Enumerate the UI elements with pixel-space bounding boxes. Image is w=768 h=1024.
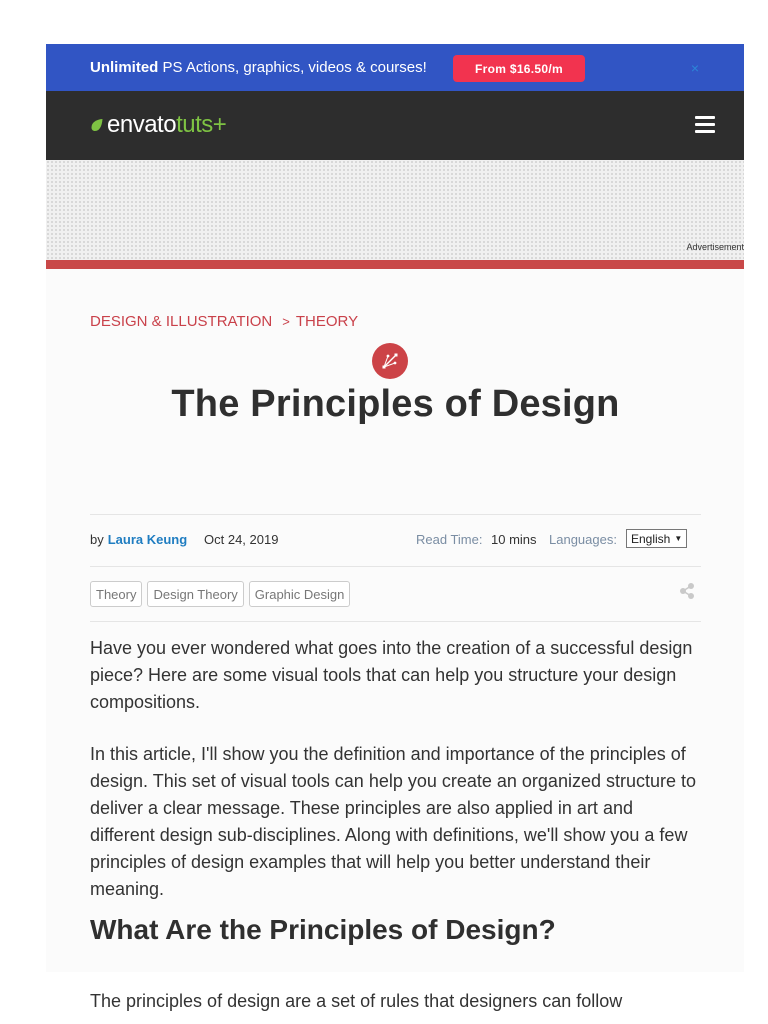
breadcrumb (90, 313, 358, 330)
category-color-bar (46, 260, 744, 269)
article-title: The Principles of Design (171, 383, 620, 425)
advertisement-area[interactable] (46, 160, 744, 260)
section-heading: What Are the Principles of Design? (90, 914, 556, 945)
promo-text: Unlimited PS Actions, graphics, videos & courses! (90, 59, 427, 76)
tag-design-theory[interactable]: Design Theory (147, 581, 243, 607)
tag-graphic-design[interactable]: Graphic Design (249, 581, 351, 607)
breadcrumb-separator: > (282, 314, 290, 329)
byline: by Laura Keung (90, 532, 188, 547)
close-icon[interactable]: × (690, 60, 700, 76)
promo-banner[interactable] (46, 44, 744, 91)
page-frame (46, 44, 744, 1011)
design-category-icon (372, 343, 408, 379)
dropdown-arrow-icon: ▼ (674, 534, 683, 543)
divider (90, 514, 701, 515)
body-paragraph: In this article, I'll show you the definition and importance of the principles of design. This set of visual tools can help you create an organized structure to deliver a clear message. These principles are also applied in art and different design sub-disciplines. Along with definitions, we'll show you a few principles of design examples that will help you better understand their meaning. (90, 744, 697, 899)
read-time-value: 10 mins (491, 532, 537, 547)
intro-paragraph: Have you ever wondered what goes into the creation of a successful design piece? Here are some visual tools that can help you structure your design compositions. (90, 638, 693, 712)
menu-icon[interactable] (695, 116, 715, 134)
languages-label: Languages: (549, 532, 617, 547)
divider (90, 621, 701, 622)
share-icon[interactable] (679, 582, 695, 600)
publish-date: Oct 24, 2019 (204, 532, 279, 547)
tag-theory[interactable]: Theory (90, 581, 142, 607)
envato-tuts-logo[interactable]: envato tuts+ (90, 111, 226, 139)
tag-list (90, 581, 350, 607)
leaf-icon (90, 118, 104, 132)
language-select[interactable]: English ▼ (626, 529, 687, 548)
breadcrumb-category-link[interactable]: DESIGN & ILLUSTRATION (90, 313, 273, 330)
pricing-button[interactable]: From $16.50/m (453, 55, 585, 82)
advertisement-label: Advertisement (686, 242, 744, 252)
author-link[interactable]: Laura Keung (107, 532, 188, 547)
body-paragraph-2: The principles of design are a set of rules that designers can follow (90, 991, 623, 1011)
top-nav (46, 91, 744, 160)
breadcrumb-subcategory-link[interactable]: THEORY (295, 313, 359, 330)
read-time-label: Read Time: (416, 532, 483, 547)
divider (90, 566, 701, 567)
